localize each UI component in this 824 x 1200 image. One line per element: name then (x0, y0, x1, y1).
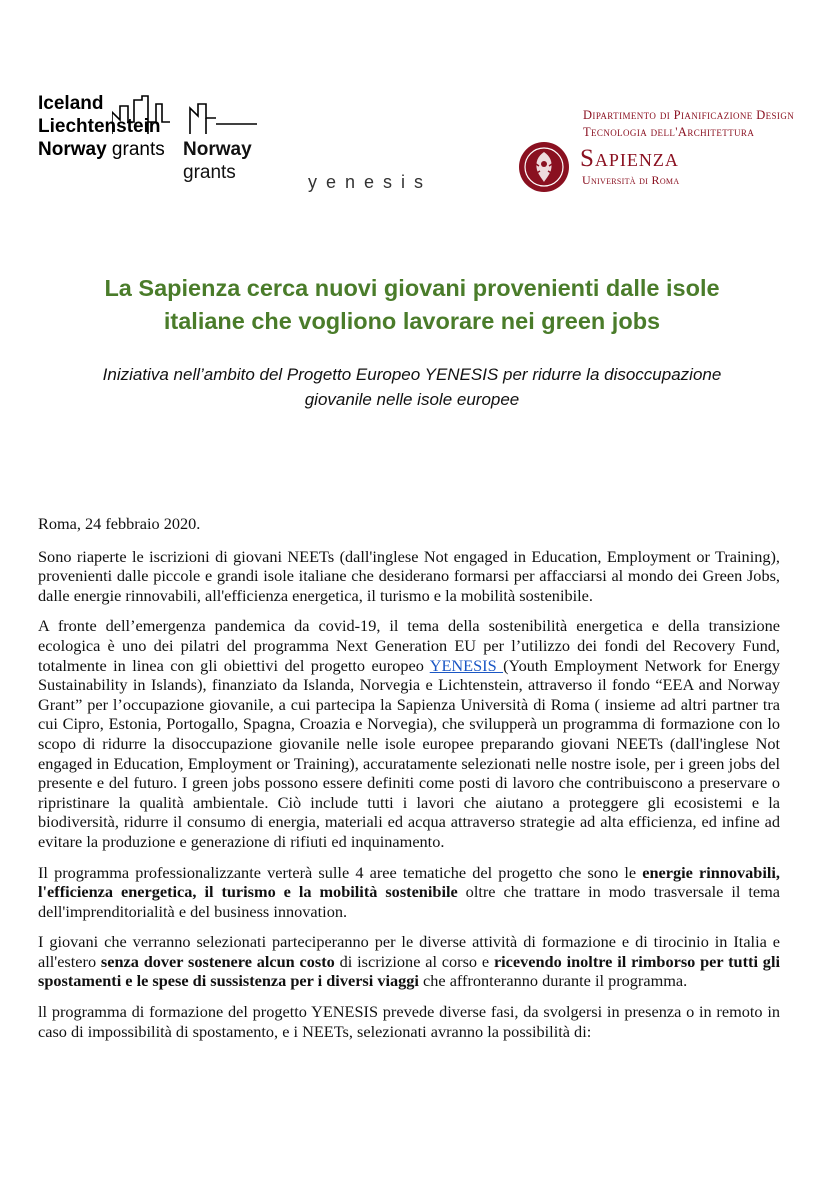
norway-logo-line2: grants (183, 162, 236, 183)
grants-skyline-icon (112, 94, 257, 140)
sapienza-seal-icon (517, 140, 571, 194)
paragraph-4-part-b: di iscrizione al corso e (334, 951, 494, 971)
norway-grants-logo (183, 138, 252, 184)
paragraph-4-bold-2: ricevendo inoltre il rimborso per tutti gli spostamenti e le spese di sussistenza per i diversi viaggi (38, 951, 780, 991)
paragraph-4 (38, 932, 780, 991)
paragraph-2 (38, 616, 780, 851)
paragraph-2-part-b: (Youth Employment Network for Energy Sustainability in Islands), finanziato da Islanda, Norvegia e Lichtenstein, attraverso il fondo “EEA and Norway Grant” per l’occupazione giovanile, a cui partecipa la Sapienza Università di Roma ( insieme ad altri partner tra cui Cipro, Estonia, Portogallo, Spagna, Croazia e Norvegia), che svilupperà un programma di formazione con lo scopo di ridurre la disoccupazione giovanile nelle isole europee preparando giovani NEETs (dall'inglese Not engaged in Education, Employment or Training), accuratamente selezionati nelle nostre isole, per i green jobs del presente e del futuro. I green jobs possono essere definiti come posti di lavoro che contribuiscono a preservare o ripristinare la qualità ambientale. Ciò include tutti i lavori che aiutano a proteggere gli ecosistemi e la biodiversità, ridurre il consumo di energia, materiali ed acqua attraverso strategie ad alta efficienza, ed infine ad evitare la produzione e generazione di rifiuti ed inquinamento. (38, 655, 780, 851)
subtitle-line1: Iniziativa nell’ambito del Progetto Europeo YENESIS per ridurre la disoccupazione (102, 365, 722, 384)
paragraph-1: Sono riaperte le iscrizioni di giovani NEETs (dall'inglese Not engaged in Education, Employment or Training), provenienti dalle piccole e grandi isole italiane che desiderano formarsi per affacciarsi al mondo dei Green Jobs, dalle energie rinnovabili, all'efficienza energetica, il turismo e la mobilità sostenibile. (38, 546, 780, 605)
logo-liechtenstein: Liechtenstein (38, 116, 161, 137)
department-line1: Dipartimento di Pianificazione Design (583, 108, 795, 122)
department-line2: Tecnologia dell'Architettura (583, 125, 755, 139)
paragraph-3 (38, 863, 780, 922)
paragraph-4-part-c: che affronteranno durante il programma. (418, 971, 688, 991)
page-subtitle (30, 362, 794, 412)
paragraph-3-part-a: Il programma professionalizzante verterà sulle 4 aree tematiche del progetto che sono le (38, 862, 643, 882)
logo-iceland: Iceland (38, 93, 104, 114)
paragraph-2-part-a: A fronte dell’emergenza pandemica da covid-19, il tema della sostenibilità energetica e della transizione ecologica è uno dei pilatri del programma Next Generation EU per l’utilizzo dei fondi del Recovery Fund, totalmente in linea con gli obiettivi del progetto europeo (38, 616, 780, 675)
paragraph-4-bold-1: senza dover sostenere alcun costo (100, 951, 335, 971)
paragraph-3-bold: energie rinnovabili, l'efficienza energetica, il turismo e la mobilità sostenibile (38, 862, 780, 902)
paragraph-3-part-b: oltre che trattare in modo trasversale il tema dell'imprenditorialità e del business innovation. (38, 882, 780, 921)
date-line: Roma, 24 febbraio 2020. (38, 514, 201, 533)
norway-logo-line1: Norway (183, 139, 252, 160)
logo-norway: Norway (38, 139, 107, 160)
page-title (30, 272, 794, 338)
title-line2: italiane che vogliono lavorare nei green jobs (163, 308, 661, 334)
title-line1: La Sapienza cerca nuovi giovani provenienti dalle isole (104, 275, 720, 301)
document-body (38, 514, 780, 1052)
paragraph-4-part-a: I giovani che verranno selezionati parteciperanno per le diverse attività di formazione e di tirocinio in Italia e all'estero (38, 932, 780, 971)
sapienza-subtitle: Università di Roma (582, 173, 680, 187)
department-name (583, 107, 794, 141)
subtitle-line2: giovanile nelle isole europee (304, 390, 520, 409)
sapienza-name: Sapienza (580, 145, 679, 172)
paragraph-5: ll programma di formazione del progetto YENESIS prevede diverse fasi, da svolgersi in presenza o in remoto in caso di impossibilità di spostamento, e i NEETs, selezionati avranno la possibilità di: (38, 1002, 780, 1041)
yenesis-link[interactable]: YENESIS (429, 655, 504, 675)
yenesis-logo: yenesis (308, 172, 433, 192)
logo-grants: grants (111, 139, 165, 160)
